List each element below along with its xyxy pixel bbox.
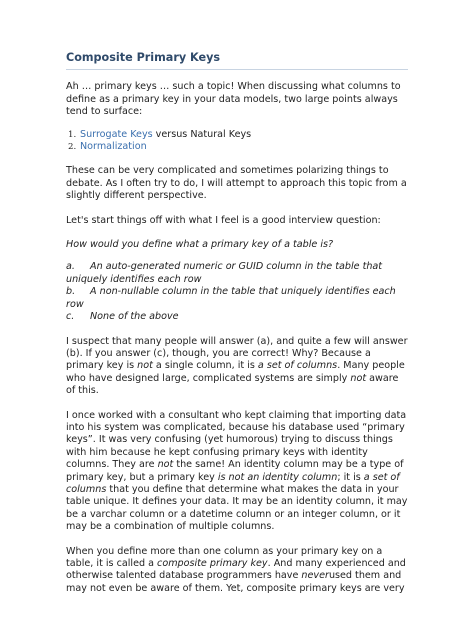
- list-number: 1.: [68, 129, 77, 140]
- page-title: Composite Primary Keys: [66, 52, 408, 70]
- answer-option-a: a. An auto-generated numeric or GUID column in the table that uniquely identifies each row: [66, 261, 383, 285]
- paragraph-interview: Let's start things off with what I feel is a good interview question:: [66, 214, 381, 226]
- paragraph-consultant: I once worked with a consultant who kept claiming that importing data into his system was complicated, because his database used “primary keys”. It was very confusing (yet humorous) trying to discuss things with him because he kept confusing primary keys with identity columns. They are not the same! An identity column may be a type of primary key, but a primary key is not an identity column; it is a set of columns that you define that determine what makes the data in your table unique. It defines your data. It may be an identity column, it may be a varchar column or a datetime column or an integer column, or it may be a combination of multiple columns.: [66, 409, 408, 533]
- list-item: [66, 141, 408, 153]
- surrogate-keys-link[interactable]: Surrogate Keys: [80, 128, 153, 140]
- document-page: [66, 52, 408, 595]
- paragraph-composite: When you define more than one column as your primary key on a table, it is called a composite primary key. And many experienced and otherwise talented database programmers have neverused them and may not even be aware of them. Yet, composite primary keys are very: [66, 545, 406, 594]
- answer-option-b: b. A non-nullable column in the table that uniquely identifies each row: [66, 286, 396, 310]
- list-item-text: versus Natural Keys: [152, 128, 252, 140]
- answer-options: [66, 261, 408, 323]
- intro-paragraph: Ah … primary keys … such a topic! When discussing what columns to define as a primary key in your data models, two large points always tend to surface:: [66, 81, 401, 118]
- topic-list: [66, 129, 408, 154]
- list-item: [66, 129, 408, 141]
- answer-option-c: c. None of the above: [66, 311, 179, 323]
- normalization-link[interactable]: Normalization: [80, 141, 147, 153]
- interview-question: How would you define what a primary key of a table is?: [66, 239, 334, 251]
- paragraph-debate: These can be very complicated and sometimes polarizing things to debate. As I often try to do, I will attempt to approach this topic from a slightly different perspective.: [66, 165, 407, 202]
- paragraph-answer: I suspect that many people will answer (a), and quite a few will answer (b). If you answer (c), though, you are correct! Why? Because a primary key is not a single column, it is a set of columns. Many people who have designed large, complicated systems are simply not aware of this.: [66, 335, 408, 397]
- list-number: 2.: [68, 142, 77, 153]
